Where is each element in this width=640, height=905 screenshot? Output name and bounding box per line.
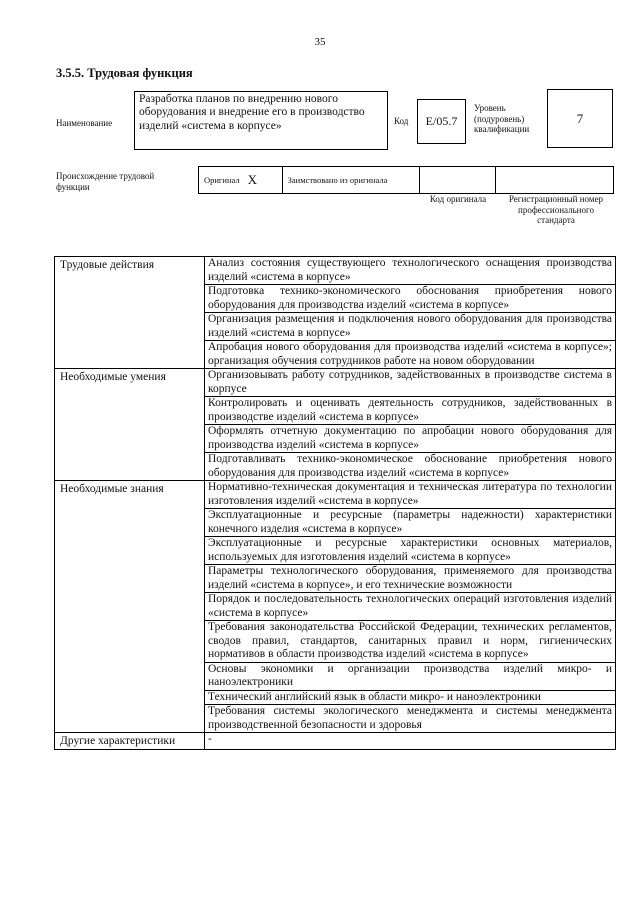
item-cell: Подготавливать технико-экономическое обоснование приобретения нового оборудования для производства изделий «система в корпусе» xyxy=(205,453,616,481)
origin-original-cell xyxy=(199,167,283,193)
table-row xyxy=(55,257,616,285)
category-cell: Другие характеристики xyxy=(55,733,205,750)
item-cell: Организация размещения и подключения нового оборудования для производства изделий «система в корпусе» xyxy=(205,313,616,341)
function-table xyxy=(54,256,616,750)
origin-original-label: Оригинал xyxy=(204,175,240,185)
name-label: Наименование xyxy=(56,118,113,128)
table-row xyxy=(55,369,616,397)
category-cell: Трудовые действия xyxy=(55,257,205,369)
table-row xyxy=(55,481,616,509)
origin-original-mark: X xyxy=(247,172,258,187)
item-cell: Нормативно-техническая документация и техническая литература по технологии изготовления изделий «система в корпусе» xyxy=(205,481,616,509)
code-label: Код xyxy=(394,116,409,126)
item-cell: Подготовка технико-экономического обоснования приобретения нового оборудования для производства изделий «система в корпусе» xyxy=(205,285,616,313)
page-number: 35 xyxy=(314,36,326,48)
item-cell: Порядок и последовательность технологических операций изготовления изделий «система в корпусе» xyxy=(205,593,616,621)
origin-row xyxy=(198,166,614,194)
item-cell: Анализ состояния существующего технологического оснащения производства изделий «система в корпусе» xyxy=(205,257,616,285)
item-cell: Основы экономики и организации производства изделий микро- и наноэлектроники xyxy=(205,662,616,690)
origin-code-label: Код оригинала xyxy=(429,194,487,204)
level-value: 7 xyxy=(547,89,613,148)
origin-reg-label: Регистрационный номер профессионального стандарта xyxy=(508,194,604,225)
item-cell: Технический английский язык в области микро- и наноэлектроники xyxy=(205,690,616,705)
item-cell: Организовывать работу сотрудников, задействованных в производстве система в корпусе xyxy=(205,369,616,397)
item-cell: Контролировать и оценивать деятельность сотрудников, задействованных в производстве изделий «система в корпусе» xyxy=(205,397,616,425)
item-cell: Эксплуатационные и ресурсные (параметры надежности) характеристики конечного изделия «система в корпусе» xyxy=(205,509,616,537)
origin-label: Происхождение трудовой функции xyxy=(56,171,155,192)
category-cell: Необходимые умения xyxy=(55,369,205,481)
item-cell: Апробация нового оборудования для производства изделий «система в корпусе»; организация обучения сотрудников работе на новом оборудовании xyxy=(205,341,616,369)
origin-borrowed-label: Заимствовано из оригинала xyxy=(287,175,388,185)
origin-borrowed-cell xyxy=(283,167,420,193)
item-cell: Оформлять отчетную документацию по апробации нового оборудования для производства изделий «система в корпусе» xyxy=(205,425,616,453)
origin-code-cell xyxy=(420,167,496,193)
table-row xyxy=(55,733,616,750)
item-cell: Требования законодательства Российской Федерации, технических регламентов, сводов правил, стандартов, санитарных правил и норм, гигиенических нормативов в области производства изделий «система в корпусе» xyxy=(205,621,616,663)
item-cell: - xyxy=(205,733,616,750)
item-cell: Параметры технологического оборудования, применяемого для производства изделий «система в корпусе», и его технические возможности xyxy=(205,565,616,593)
category-cell: Необходимые знания xyxy=(55,481,205,733)
item-cell: Требования системы экологического менеджмента и системы менеджмента производственной безопасности и здоровья xyxy=(205,705,616,733)
code-value: E/05.7 xyxy=(417,99,466,144)
origin-reg-cell xyxy=(496,167,613,193)
name-value: Разработка планов по внедрению нового оборудования и внедрение его в производство изделий «система в корпусе» xyxy=(134,91,388,150)
level-label: Уровень (подуровень) квалификации xyxy=(474,103,530,134)
section-title: 3.5.5. Трудовая функция xyxy=(56,66,193,80)
item-cell: Эксплуатационные и ресурсные характеристики основных материалов, используемых для изготовления изделий «система в корпусе» xyxy=(205,537,616,565)
